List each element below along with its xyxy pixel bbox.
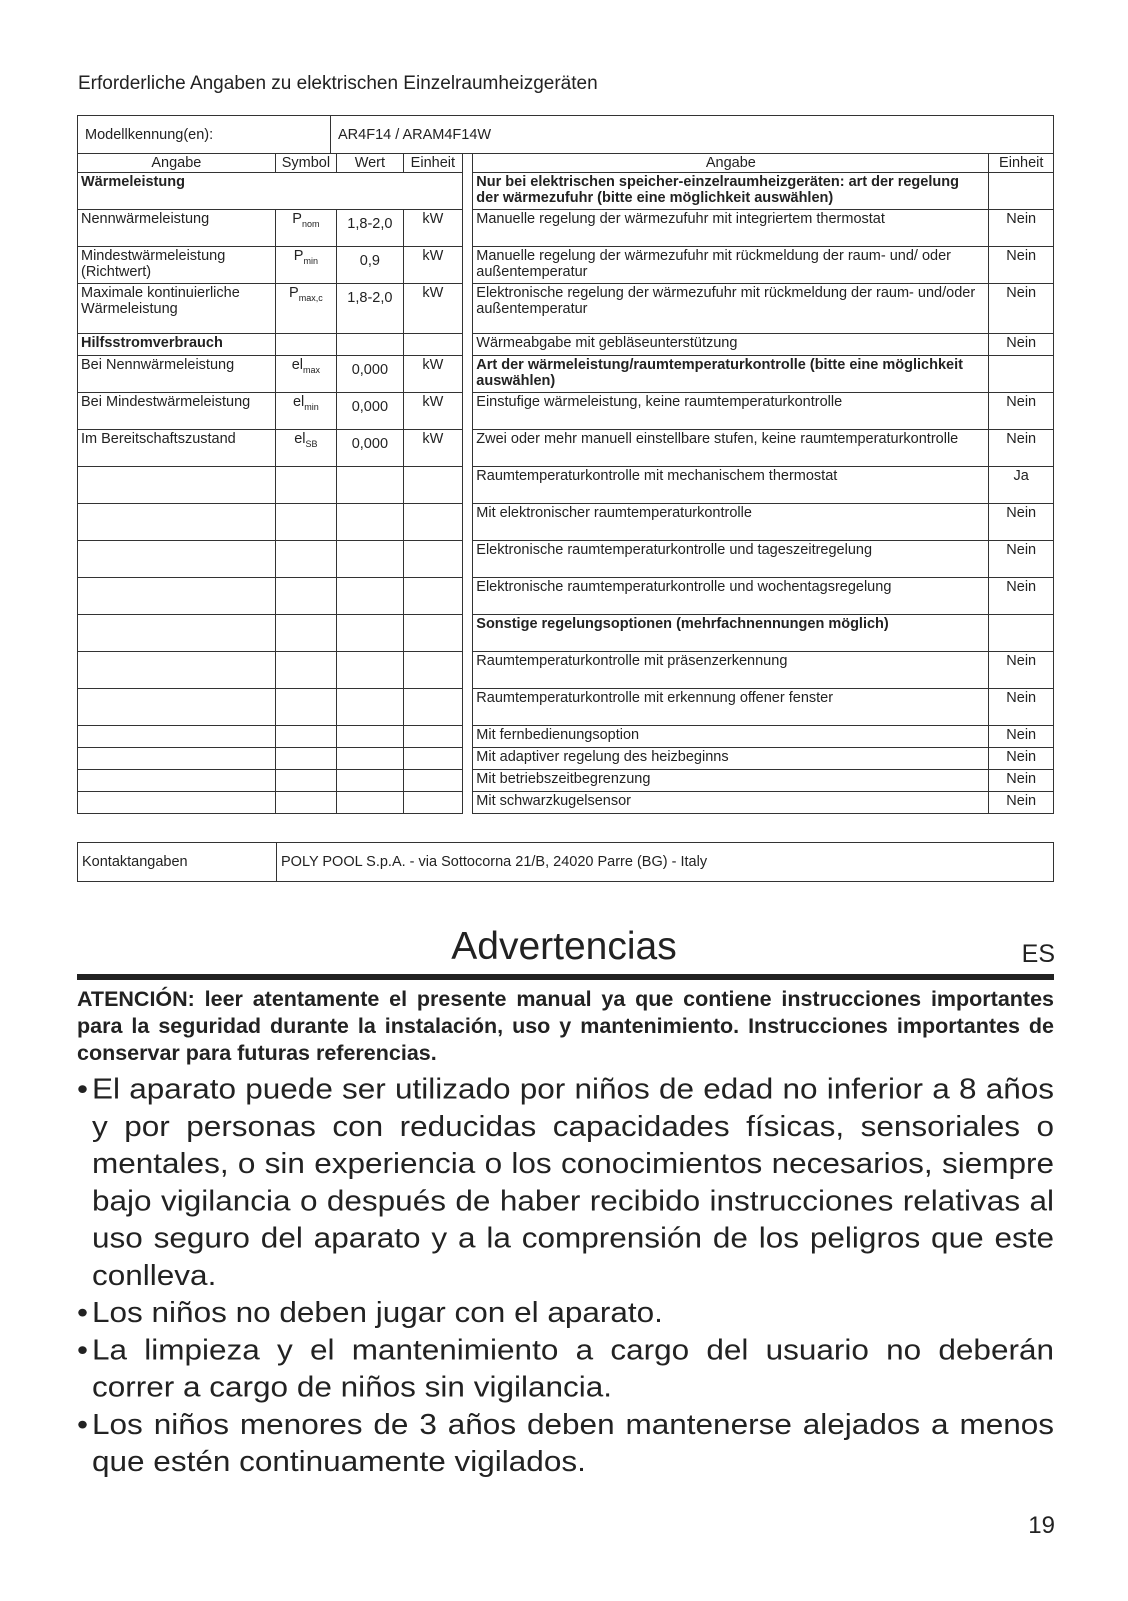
bullet-text: Los niños menores de 3 años deben mantenerse alejados a menos que estén continuamente vigilados.	[92, 1406, 1054, 1478]
page-header: Erforderliche Angaben zu elektrischen Einzelraumheizgeräten	[78, 73, 598, 94]
bullet-text: Los niños no deben jugar con el aparato.	[92, 1295, 663, 1329]
row-answer: Nein	[989, 430, 1054, 467]
header-symbol: Symbol	[275, 154, 336, 173]
table-header-row	[78, 154, 1054, 173]
table-row	[78, 615, 1054, 652]
row-symbol: $el_{SB}$	[275, 430, 336, 467]
table-row	[78, 652, 1054, 689]
column-gap	[463, 356, 473, 393]
column-gap	[463, 792, 473, 814]
row-value	[337, 689, 404, 726]
row-value	[337, 615, 404, 652]
column-gap	[463, 652, 473, 689]
table-row	[78, 284, 1054, 334]
row-label	[78, 504, 276, 541]
contact-value: POLY POOL S.p.A. - via Sottocorna 21/B, 24020 Parre (BG) - Italy	[277, 843, 1054, 882]
row-symbol	[275, 770, 336, 792]
table-row	[78, 541, 1054, 578]
bullet-icon: •	[77, 1071, 89, 1105]
row-symbol	[275, 334, 336, 356]
row-symbol	[275, 748, 336, 770]
row-answer: Nein	[989, 748, 1054, 770]
row-value	[337, 467, 404, 504]
row-symbol	[275, 504, 336, 541]
header-wert: Wert	[337, 154, 404, 173]
bullet-text: El aparato puede ser utilizado por niños de edad no inferior a 8 años y por personas con reducidas capacidades físicas, sensoriales o mentales, o sin experiencia o los conocimientos necesarios, siempre bajo vigilancia o después de haber recibido instrucciones relativas al uso seguro del aparato y a la comprensión de los peligros que este conlleva.	[92, 1071, 1054, 1292]
row-unit: kW	[403, 356, 462, 393]
row-description: Art der wärmeleistung/raumtemperaturkontrolle (bitte eine möglichkeit auswählen)	[473, 356, 989, 393]
table-row	[78, 467, 1054, 504]
row-label	[78, 792, 276, 814]
row-unit: kW	[403, 430, 462, 467]
row-value	[337, 726, 404, 748]
row-answer: Nein	[989, 334, 1054, 356]
row-label: Im Bereitschaftszustand	[78, 430, 276, 467]
row-unit	[403, 770, 462, 792]
row-symbol: $P_{min}$	[275, 247, 336, 284]
row-label	[78, 467, 276, 504]
row-unit	[403, 652, 462, 689]
row-symbol: $el_{max}$	[275, 356, 336, 393]
row-value: 0,000	[337, 356, 404, 393]
section-divider	[77, 974, 1054, 980]
table-row	[78, 770, 1054, 792]
table-row	[78, 430, 1054, 467]
row-symbol	[275, 689, 336, 726]
row-description: Zwei oder mehr manuell einstellbare stufen, keine raumtemperaturkontrolle	[473, 430, 989, 467]
symbol-subscript: max,c	[298, 292, 323, 303]
row-symbol: $P_{nom}$	[275, 210, 336, 247]
row-value	[337, 748, 404, 770]
row-description: Mit betriebszeitbegrenzung	[473, 770, 989, 792]
bullet-icon: •	[77, 1406, 89, 1441]
column-gap	[463, 541, 473, 578]
row-description: Mit elektronischer raumtemperaturkontrolle	[473, 504, 989, 541]
row-value: 0,000	[337, 430, 404, 467]
column-gap	[463, 393, 473, 430]
model-label: Modellkennung(en):	[78, 116, 331, 154]
row-unit	[403, 615, 462, 652]
column-gap	[463, 578, 473, 615]
table-row	[78, 247, 1054, 284]
row-answer: Nein	[989, 689, 1054, 726]
contact-label: Kontaktangaben	[78, 843, 277, 882]
warning-bullet	[77, 1331, 1054, 1405]
row-value	[337, 770, 404, 792]
table-row	[78, 334, 1054, 356]
header-angabe-right: Angabe	[473, 154, 989, 173]
header-einheit-right: Einheit	[989, 154, 1054, 173]
symbol-subscript: nom	[301, 218, 320, 229]
row-label	[78, 748, 276, 770]
row-unit	[403, 578, 462, 615]
row-value	[337, 334, 404, 356]
table-row	[78, 393, 1054, 430]
warning-bullet-list	[77, 1070, 1054, 1480]
row-label	[78, 726, 276, 748]
row-answer: Nein	[989, 504, 1054, 541]
bullet-icon: •	[77, 1295, 89, 1329]
row-symbol	[275, 792, 336, 814]
section-title: Advertencias	[451, 925, 677, 968]
row-unit	[403, 541, 462, 578]
row-unit	[403, 504, 462, 541]
row-symbol	[275, 615, 336, 652]
row-answer	[989, 615, 1054, 652]
symbol-subscript: SB	[305, 438, 318, 449]
column-gap	[463, 334, 473, 356]
contact-table	[77, 842, 1054, 882]
row-label: Nennwärmeleistung	[78, 210, 276, 247]
row-answer: Nein	[989, 652, 1054, 689]
row-value	[337, 652, 404, 689]
row-label: Bei Mindestwärmeleistung	[78, 393, 276, 430]
column-gap	[463, 210, 473, 247]
row-value	[337, 792, 404, 814]
row-unit: kW	[403, 247, 462, 284]
table-row	[78, 578, 1054, 615]
row-description: Elektronische raumtemperaturkontrolle und tageszeitregelung	[473, 541, 989, 578]
language-code: ES	[1021, 940, 1055, 968]
row-description: Mit adaptiver regelung des heizbeginns	[473, 748, 989, 770]
row-description: Einstufige wärmeleistung, keine raumtemperaturkontrolle	[473, 393, 989, 430]
row-symbol: $P_{max,c}$	[275, 284, 336, 334]
row-answer: Nein	[989, 792, 1054, 814]
symbol-subscript: min	[304, 401, 319, 412]
symbol-subscript: max	[303, 364, 321, 375]
bullet-text: La limpieza y el mantenimiento a cargo del usuario no deberán correr a cargo de niños sin vigilancia.	[92, 1332, 1054, 1403]
column-gap	[463, 247, 473, 284]
row-label	[78, 689, 276, 726]
header-angabe: Angabe	[78, 154, 276, 173]
row-label: Maximale kontinuierliche Wärmeleistung	[78, 284, 276, 334]
row-description: Sonstige regelungsoptionen (mehrfachnennungen möglich)	[473, 615, 989, 652]
row-unit: kW	[403, 284, 462, 334]
table-row	[78, 689, 1054, 726]
row-label	[78, 541, 276, 578]
warning-bullet	[77, 1405, 1054, 1479]
row-description: Manuelle regelung der wärmezufuhr mit integriertem thermostat	[473, 210, 989, 247]
row-value	[337, 504, 404, 541]
table-row	[78, 726, 1054, 748]
row-value: 0,9	[337, 247, 404, 284]
row-answer	[989, 356, 1054, 393]
row-unit	[403, 792, 462, 814]
column-gap	[463, 770, 473, 792]
column-gap	[463, 173, 473, 210]
column-gap	[463, 504, 473, 541]
row-symbol	[275, 541, 336, 578]
row-description: Manuelle regelung der wärmezufuhr mit rückmeldung der raum- und/ oder außentemperatur	[473, 247, 989, 284]
model-value: AR4F14 / ARAM4F14W	[331, 116, 1054, 154]
row-answer: Ja	[989, 467, 1054, 504]
row-label	[78, 652, 276, 689]
row-answer: Nein	[989, 247, 1054, 284]
row-unit	[403, 726, 462, 748]
row-description: Raumtemperaturkontrolle mit präsenzerkennung	[473, 652, 989, 689]
table-row	[78, 504, 1054, 541]
column-gap	[463, 154, 473, 173]
spec-table	[77, 153, 1054, 814]
row-answer: Nein	[989, 284, 1054, 334]
row-unit	[403, 467, 462, 504]
row-unit: kW	[403, 393, 462, 430]
model-table	[77, 115, 1054, 154]
table-row	[78, 748, 1054, 770]
row-label	[78, 770, 276, 792]
warning-text: ATENCIÓN: leer atentamente el presente manual ya que contiene instrucciones importantes para la seguridad durante la instalación, uso y mantenimiento. Instrucciones importantes de conservar para futuras referencias.	[77, 987, 1054, 1065]
row-label	[78, 578, 276, 615]
row-answer	[989, 173, 1054, 210]
row-label: Hilfsstromverbrauch	[78, 334, 276, 356]
column-gap	[463, 615, 473, 652]
row-value	[337, 578, 404, 615]
row-symbol	[275, 726, 336, 748]
column-gap	[463, 726, 473, 748]
row-description: Elektronische raumtemperaturkontrolle und wochentagsregelung	[473, 578, 989, 615]
row-value	[337, 541, 404, 578]
page-number: 19	[1028, 1512, 1055, 1539]
row-label: Bei Nennwärmeleistung	[78, 356, 276, 393]
row-description: Elektronische regelung der wärmezufuhr mit rückmeldung der raum- und/oder außentemperatur	[473, 284, 989, 334]
row-unit: kW	[403, 210, 462, 247]
row-answer: Nein	[989, 726, 1054, 748]
row-symbol	[275, 467, 336, 504]
table-row	[78, 173, 1054, 210]
row-description: Raumtemperaturkontrolle mit erkennung offener fenster	[473, 689, 989, 726]
row-unit	[403, 748, 462, 770]
row-description: Raumtemperaturkontrolle mit mechanischem thermostat	[473, 467, 989, 504]
warning-bullet	[77, 1293, 1054, 1330]
header-einheit: Einheit	[403, 154, 462, 173]
table-row	[78, 792, 1054, 814]
row-symbol	[275, 652, 336, 689]
row-symbol	[275, 578, 336, 615]
row-label: Wärmeleistung	[78, 173, 463, 210]
column-gap	[463, 748, 473, 770]
column-gap	[463, 430, 473, 467]
row-symbol: $el_{min}$	[275, 393, 336, 430]
row-unit	[403, 334, 462, 356]
row-description: Wärmeabgabe mit gebläseunterstützung	[473, 334, 989, 356]
row-label: Mindestwärmeleistung (Richtwert)	[78, 247, 276, 284]
warning-bullet	[77, 1070, 1054, 1293]
row-value: 1,8-2,0	[337, 210, 404, 247]
table-row	[78, 210, 1054, 247]
column-gap	[463, 284, 473, 334]
symbol-subscript: min	[303, 255, 318, 266]
bullet-icon: •	[77, 1332, 89, 1366]
row-description: Mit schwarzkugelsensor	[473, 792, 989, 814]
row-description: Nur bei elektrischen speicher-einzelraumheizgeräten: art der regelung der wärmezufuhr (bitte eine möglichkeit auswählen)	[473, 173, 989, 210]
column-gap	[463, 467, 473, 504]
column-gap	[463, 689, 473, 726]
row-description: Mit fernbedienungsoption	[473, 726, 989, 748]
row-answer: Nein	[989, 770, 1054, 792]
row-label	[78, 615, 276, 652]
row-answer: Nein	[989, 210, 1054, 247]
table-row	[78, 356, 1054, 393]
row-value: 0,000	[337, 393, 404, 430]
row-answer: Nein	[989, 393, 1054, 430]
row-answer: Nein	[989, 578, 1054, 615]
row-unit	[403, 689, 462, 726]
row-value: 1,8-2,0	[337, 284, 404, 334]
row-answer: Nein	[989, 541, 1054, 578]
